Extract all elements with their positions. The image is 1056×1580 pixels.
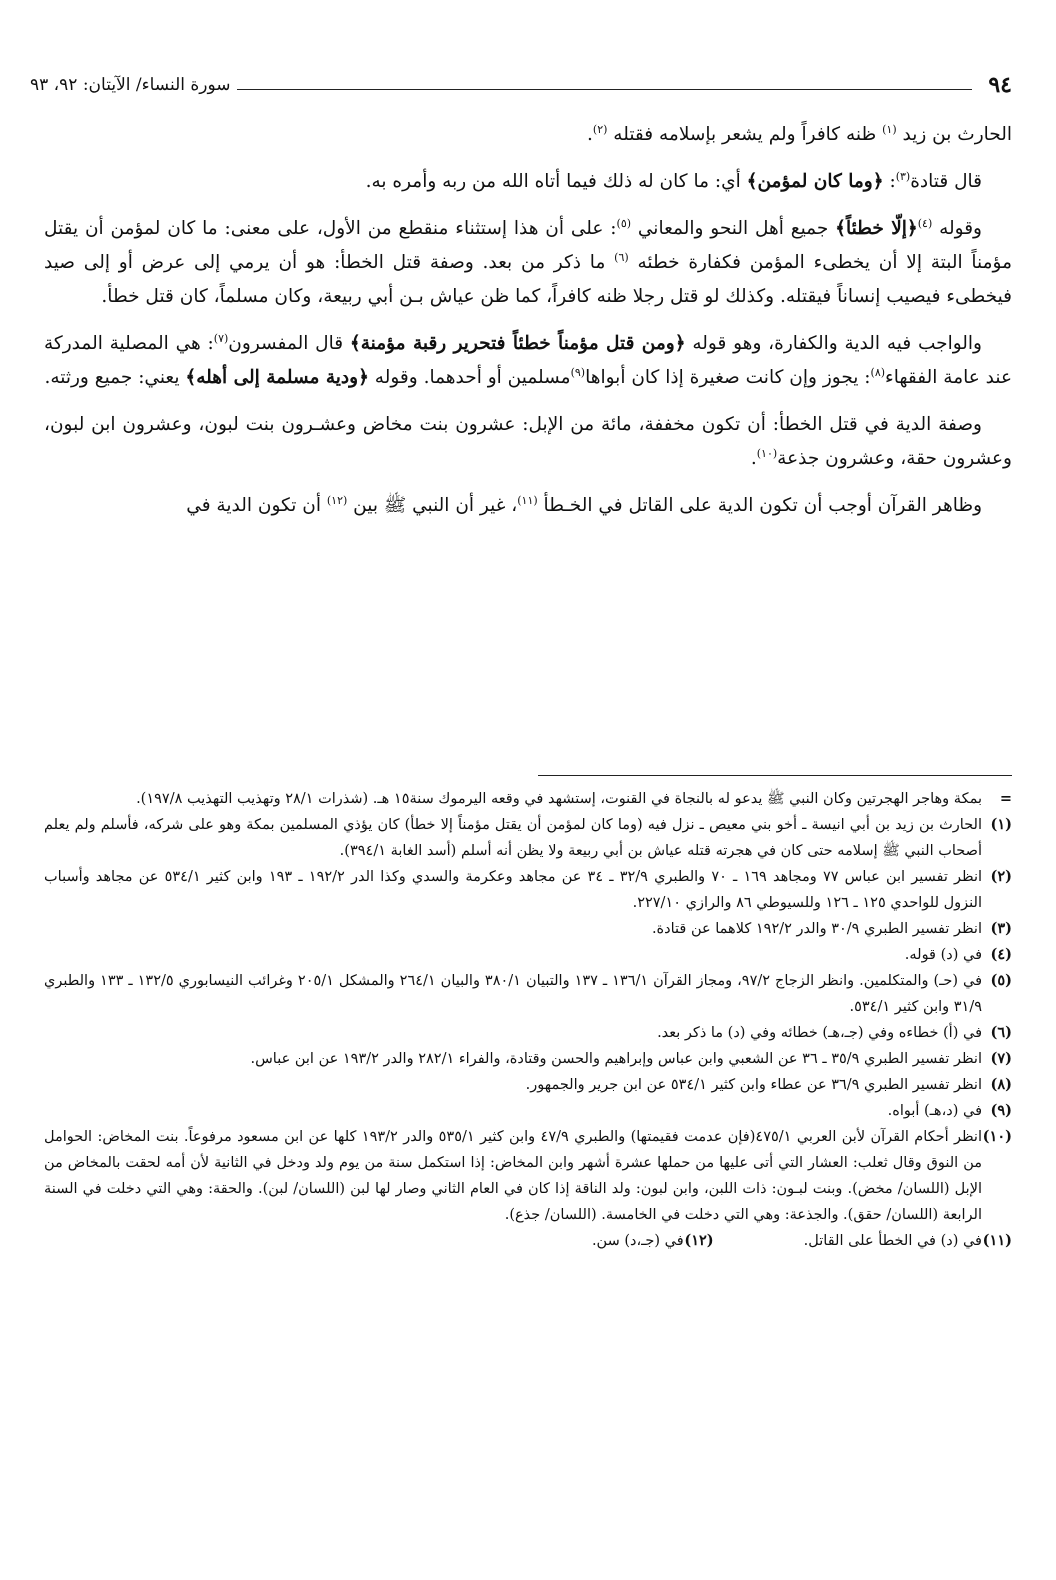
- footnote-item: [44, 1124, 1012, 1228]
- footnote-label: (١٢): [684, 1232, 714, 1249]
- footnote-item: [804, 1228, 1012, 1254]
- paragraph-1: الحارث بن زيد $^{(١)}$ ظنه كافراً ولم يشعر بإسلامه فقتله $^{(٢)}$.: [587, 122, 1012, 145]
- footnote-label: (٨): [990, 1076, 1012, 1093]
- footnote-label: (٢): [990, 868, 1012, 885]
- paragraph-3: وقوله $^{(٤)}$﴿إلّا خطئاً﴾ جميع أهل النحو والمعاني $^{(٥)}$: على أن هذا إستثناء منقطع من الأول، على معنى: ما كان لمؤمن أن يقتل مؤمناً البتة إلا أن يخطىء المؤمن فكفارة خطئه $^{(٦)}$ ما ذكر من بعد. وصفة قتل الخطأ: هو أن يرمي إلى عرض أو إلى صيد فيخطىء فيصيب إنساناً فيقتله. وكذلك لو قتل رجلا ظنه كافراً، كما ظن عياش بـن أبي ربيعة، وكان مسلماً، كان قتل خطأ.: [44, 216, 1012, 307]
- footnote-item: [44, 812, 1012, 864]
- paragraph-5: وصفة الدية في قتل الخطأ: أن تكون مخففة، مائة من الإبل: عشرون بنت مخاض وعشـرون بنت لبون، وعشرون ابن لبون، وعشرون حقة، وعشرون جذعة$^{(١٠)}$.: [44, 414, 1012, 469]
- footnote-label: (١١): [982, 1232, 1012, 1249]
- footnote-label: (٣): [990, 920, 1012, 937]
- footnote-label: (١): [990, 816, 1012, 833]
- footnote-text: الحارث بن زيد بن أبي انيسة ـ أخو بني معيص ـ نزل فيه (وما كان لمؤمن أن يقتل مؤمناً إلا خطأ) كان يؤذي المسلمين بمكة وهو على شركه، فأسلم ولم يعلم أصحاب النبي ﷺ إسلامه حتى كان في هجرته قتله عياش بن أبي ربيعة ولا يظن أنه أسلم (أسد الغابة ٣٩٤/١).: [44, 817, 982, 859]
- footnote-text: في (جـ،د) سن.: [591, 1233, 684, 1249]
- footnote-item: [44, 864, 1012, 916]
- footnote-text: في (د) قوله.: [904, 947, 982, 963]
- footnote-item: [44, 1046, 1012, 1072]
- footnote-text: انظر تفسير ابن عباس ٧٧ ومجاهد ١٦٩ ـ ٧٠ والطبري ٣٢/٩ ـ ٣٤ عن مجاهد وعكرمة والسدي وكذا الدر ١٩٢/٢ ـ ١٩٣ وابن كثير ٥٣٤/١ عن مجاهد وأسباب النزول للواحدي ١٢٥ ـ ١٢٦ وللسيوطي ٨٦ والرازي ٢٢٧/١٠.: [44, 869, 983, 911]
- footnote-list: [44, 786, 1012, 1228]
- main-text: [44, 118, 1012, 536]
- footnote-item: [44, 1072, 1012, 1098]
- footnote-text: انظر تفسير الطبري ٣٦/٩ عن عطاء وابن كثير ٥٣٤/١ عن ابن جرير والجمهور.: [525, 1077, 982, 1093]
- footnote-last-line: [44, 1228, 1012, 1254]
- footnote-text: في (حـ) والمتكلمين. وانظر الزجاج ٩٧/٢، ومجاز القرآن ١٣٦/١ ـ ١٣٧ والتبيان ٣٨٠/١ والبيان ٢٦٤/١ والمشكل ٢٠٥/١ وغرائب النيسابوري ١٣٢/٥ ـ ١٣٣ والطبري ٣١/٩ وابن كثير ٥٣٤/١.: [44, 973, 983, 1015]
- footnote-label: (٤): [990, 946, 1012, 963]
- footnote-text: انظر أحكام القرآن لأبن العربي ٤٧٥/١(فإن عدمت فقيمتها) والطبري ٤٧/٩ وابن كثير ٥٣٥/١ والدر ١٩٣/٢ كلها عن ابن مسعود مرفوعاً. بنت المخاض: الحوامل من النوق وقال ثعلب: العشار التي أتى عليها من حملها عشرة أشهر وابن المخاض: إذا استكمل سنة من يوم ولد ودخل في الثانية لأن أمه لحقت بالمخاض من الإبل (اللسان/ مخض). وبنت لبـون: ذات اللبن، وابن لبون: ولد الناقة إذا كان في العام الثاني وصار لها لبن (اللسان/ لبن). والحقة: وهي التي دخلت في السنة الرابعة (اللسان/ حقق). والجذعة: وهي التي دخلت في الخامسة. (اللسان/ جذع).: [44, 1129, 983, 1223]
- footnote-text: انظر تفسير الطبري ٣٥/٩ ـ ٣٦ عن الشعبي وابن عباس وإبراهيم والحسن وقتادة، والفراء ٢٨٢/١ والدر ١٩٣/٢ عن ابن عباس.: [250, 1051, 982, 1067]
- paragraph-6: وظاهر القرآن أوجب أن تكون الدية على القاتل في الخـطأ $^{(١١)}$، غير أن النبي ﷺ بين $^{(١٢)}$ أن تكون الدية في: [186, 493, 982, 516]
- footnote-item: [44, 916, 1012, 942]
- footnote-item: [44, 786, 1012, 812]
- footnote-item: [592, 1228, 714, 1254]
- page-number: ٩٤: [988, 72, 1012, 98]
- paragraph-2: قال قتادة$^{(٣)}$: ﴿وما كان لمؤمن﴾ أي: ما كان له ذلك فيما أتاه الله من ربه وأمره به.: [365, 169, 982, 192]
- footnote-item: [44, 1020, 1012, 1046]
- footnote-text: في (د،هـ) أبواه.: [887, 1103, 982, 1119]
- footnote-item: [44, 942, 1012, 968]
- footnote-text: انظر تفسير الطبري ٣٠/٩ والدر ١٩٢/٢ كلاهما عن قتادة.: [651, 921, 982, 937]
- footnote-label: (٦): [990, 1024, 1012, 1041]
- footnote-item: [44, 1098, 1012, 1124]
- footnote-label: (٩): [990, 1102, 1012, 1119]
- footnote-text: في (د) في الخطأ على القاتل.: [803, 1233, 982, 1249]
- footnote-label: (٧): [990, 1050, 1012, 1067]
- header-rule: [237, 89, 973, 90]
- footnote-text: في (أ) خطاءه وفي (جـ،هـ) خطائه وفي (د) ما ذكر بعد.: [657, 1025, 982, 1041]
- page-header: [30, 62, 1012, 96]
- surah-title: سورة النساء/ الآيتان: ٩٢، ٩٣: [30, 75, 231, 95]
- paragraph-4: والواجب فيه الدية والكفارة، وهو قوله ﴿ومن قتل مؤمناً خطئاً فتحرير رقبة مؤمنة﴾ قال المفسرون$^{(٧)}$: هي المصلية المدركة عند عامة الفقهاء$^{(٨)}$: يجوز وإن كانت صغيرة إذا كان أبواها$^{(٩)}$مسلمين أو أحدهما. وقوله ﴿ودية مسلمة إلى أهله﴾ يعني: جميع ورثته.: [44, 331, 1012, 388]
- footnote-item: [44, 968, 1012, 1020]
- footnote-label: =: [999, 790, 1012, 807]
- footnote-label: (١٠): [982, 1128, 1012, 1145]
- footnote-separator: [538, 775, 1012, 776]
- footnote-label: (٥): [990, 972, 1012, 989]
- footnote-text: بمكة وهاجر الهجرتين وكان النبي ﷺ يدعو له بالنجاة في القنوت، إستشهد في وقعه اليرموك سنة١٥ هـ. (شذرات ٢٨/١ وتهذيب التهذيب ١٩٧/٨).: [136, 791, 982, 807]
- footnotes: [44, 786, 1012, 1254]
